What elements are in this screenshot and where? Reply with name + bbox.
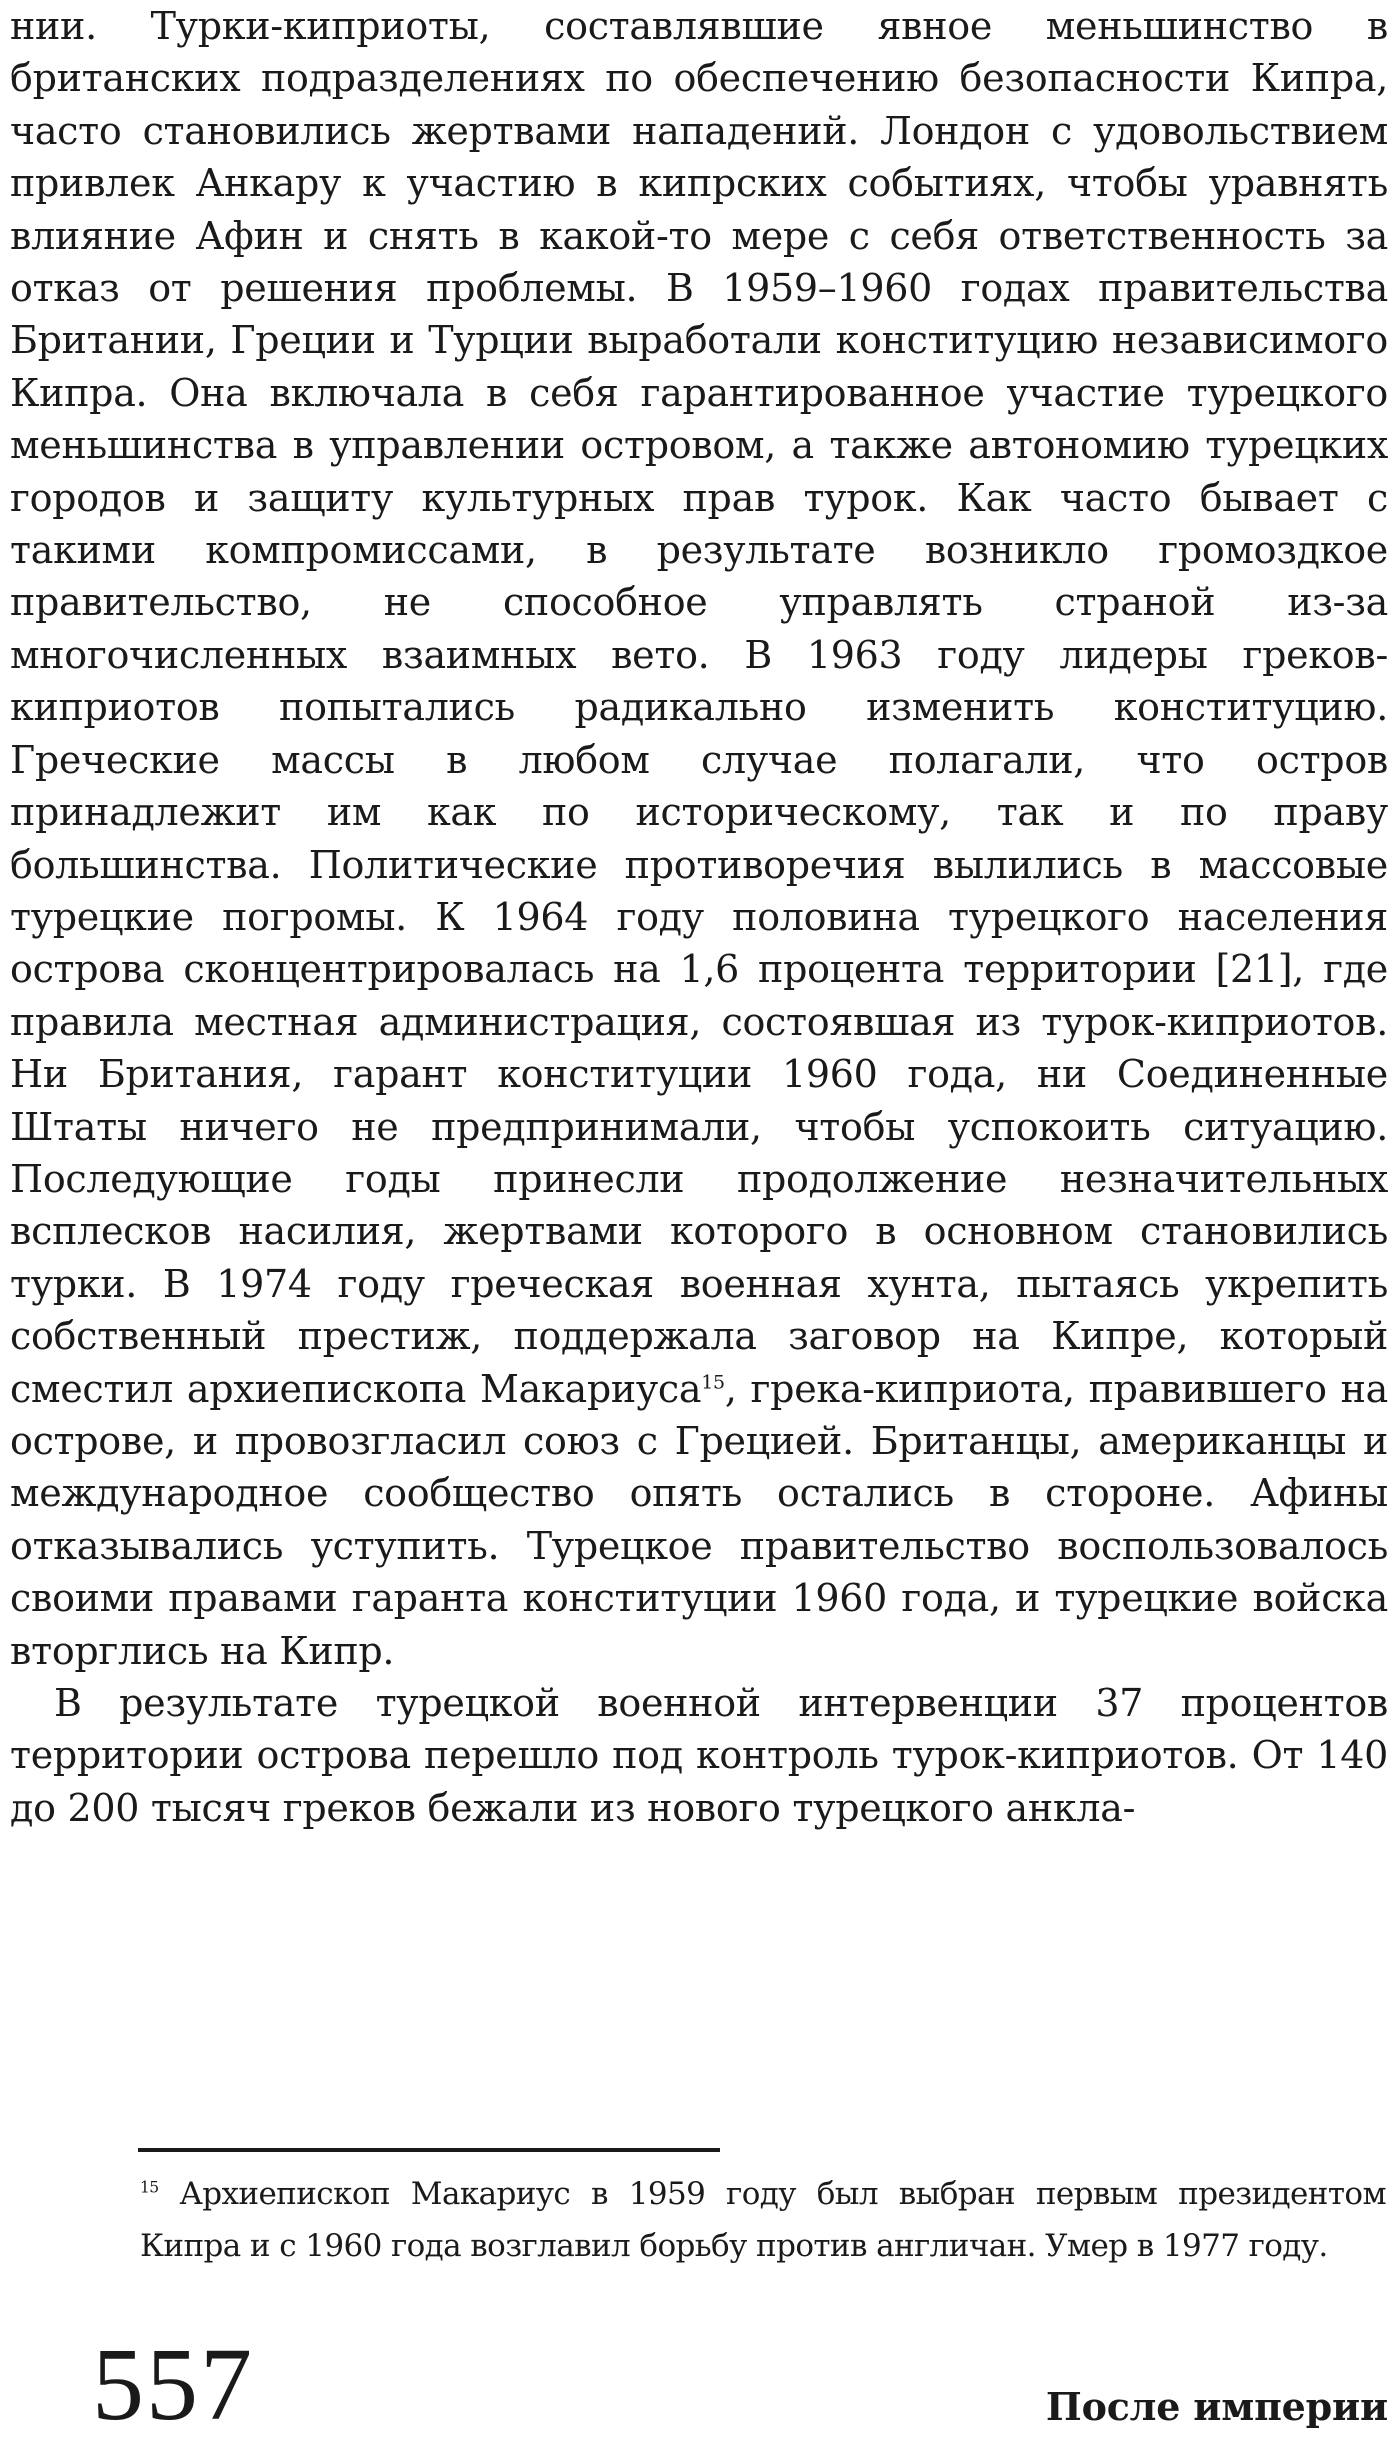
page-number: 557 bbox=[92, 2327, 254, 2442]
footnote-number: 15 bbox=[140, 2178, 159, 2197]
paragraph-1-part-a: нии. Турки-киприоты, составлявшие явное меньшинство в британских подразделениях по обеспечению безопасности Кипра, часто становились жертвами нападений. Лондон с удовольствием привлек Анкару к участию в кипрских событиях, чтобы уравнять влияние Афин и снять в какой-то мере с себя ответственность за отказ от решения проблемы. В 1959–1960 годах правительства Британии, Греции и Турции выработали конституцию независимого Кипра. Она включала в себя гарантированное участие турецкого меньшинства в управлении островом, а также автономию турецких городов и защиту культурных прав турок. Как часто бывает с такими компромиссами, в результате возникло громоздкое правительство, не способное управлять страной из-за многочисленных взаимных вето. В 1963 году лидеры греков-киприотов попытались радикально изменить конституцию. Греческие массы в любом случае полагали, что остров принадлежит им как по историческому, так и по праву большинства. Политические противоречия вылились в массовые турецкие погромы. К 1964 году половина турецкого населения острова сконцентрировалась на 1,6 процента территории [21], где правила местная администрация, состоявшая из турок-киприотов. Ни Британия, гарант конституции 1960 года, ни Соединенные Штаты ничего не предпринимали, чтобы успокоить ситуацию. Последующие годы принесли продолжение незначительных всплесков насилия, жертвами которого в основном становились турки. В 1974 году греческая военная хунта, пытаясь укрепить собственный престиж, поддержала заговор на Кипре, который сместил архиепископа Макариуса bbox=[10, 4, 1388, 1411]
main-text bbox=[10, 0, 1388, 1834]
running-title: После империи bbox=[1045, 2384, 1388, 2429]
footnote-divider bbox=[138, 2148, 720, 2152]
footnote-reference[interactable]: 15 bbox=[701, 1370, 725, 1393]
paragraph-2: В результате турецкой военной интервенции 37 процентов территории острова перешло под контроль турок-киприотов. От 140 до 200 тысяч греков бежали из нового турецкого анкла- bbox=[10, 1681, 1388, 1830]
footnote bbox=[140, 2168, 1386, 2272]
paragraph-1-part-b: , грека-киприота, правившего на острове, и провозгласил союз с Грецией. Британцы, американцы и международное сообщество опять остались в стороне. Афины отказывались уступить. Турецкое правительство воспользовалось своими правами гаранта конституции 1960 года, и турецкие войска вторглись на Кипр. bbox=[10, 1366, 1388, 1673]
paragraph-1 bbox=[10, 0, 1388, 1677]
footnote-text: Архиепископ Макариус в 1959 году был выбран первым президентом Кипра и с 1960 года возглавил борьбу против англичан. Умер в 1977 году. bbox=[140, 2176, 1386, 2264]
